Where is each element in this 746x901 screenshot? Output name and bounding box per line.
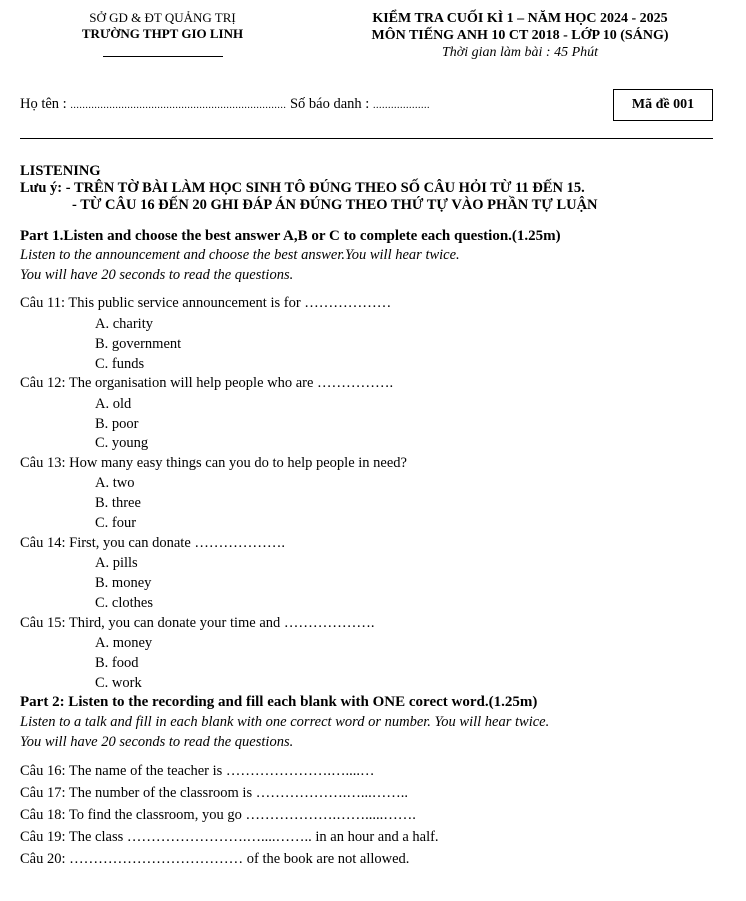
student-id-label: Số báo danh : <box>289 96 370 112</box>
question-18: Câu 18: To find the classroom, you go ……………….…….....……. <box>20 807 416 823</box>
q11-option-a: A. charity <box>95 316 153 332</box>
exam-title: KIỂM TRA CUỐI KÌ 1 – NĂM HỌC 2024 - 2025 <box>372 11 668 26</box>
q13-option-a: A. two <box>95 475 135 491</box>
question-16: Câu 16: The name of the teacher is ………………….…....… <box>20 763 375 779</box>
question-13: Câu 13: How many easy things can you do to help people in need? <box>20 455 407 471</box>
exam-subject: MÔN TIẾNG ANH 10 CT 2018 - LỚP 10 (SÁNG) <box>371 28 669 43</box>
name-label: Họ tên : <box>20 96 67 112</box>
department-name: SỞ GD & ĐT QUẢNG TRỊ <box>89 10 236 25</box>
header-divider <box>20 138 713 139</box>
note-line-2: - TỪ CÂU 16 ĐẾN 20 GHI ĐÁP ÁN ĐÚNG THEO THỨ TỰ VÀO PHẦN TỰ LUẬN <box>72 197 598 213</box>
q12-option-c: C. young <box>95 435 149 451</box>
q11-option-c: C. funds <box>95 356 145 372</box>
part2-title: Part 2: Listen to the recording and fill each blank with ONE corect word.(1.25m) <box>20 694 538 710</box>
question-12: Câu 12: The organisation will help people who are ……………. <box>20 375 394 391</box>
q11-option-b: B. government <box>95 336 182 352</box>
school-header <box>40 10 285 57</box>
name-blank: ........................................................................ <box>70 100 287 111</box>
section-title: LISTENING <box>20 163 101 179</box>
question-17: Câu 17: The number of the classroom is ……………….…...…….. <box>20 785 408 801</box>
question-11: Câu 11: This public service announcement is for ……………… <box>20 295 392 311</box>
q14-option-c: C. clothes <box>95 595 153 611</box>
q12-option-a: A. old <box>95 396 132 412</box>
exam-header <box>305 10 735 62</box>
part1-instruction-1: Listen to the announcement and choose the best answer.You will hear twice. <box>20 247 460 263</box>
q15-option-a: A. money <box>95 635 153 651</box>
part1-instruction-2: You will have 20 seconds to read the questions. <box>20 267 294 283</box>
note-line-1: Lưu ý: - TRÊN TỜ BÀI LÀM HỌC SINH TÔ ĐÚNG THEO SỐ CÂU HỎI TỪ 11 ĐẾN 15. <box>20 180 585 196</box>
q12-option-b: B. poor <box>95 416 139 432</box>
exam-code-box: Mã đề 001 <box>613 89 713 121</box>
header-underline <box>103 56 223 57</box>
question-19: Câu 19: The class …………………….…....…….. in an hour and a half. <box>20 829 439 845</box>
question-20: Câu 20: ……………………………… of the book are not allowed. <box>20 851 410 867</box>
question-14: Câu 14: First, you can donate ………………. <box>20 535 286 551</box>
q13-option-b: B. three <box>95 495 141 511</box>
part2-instruction-1: Listen to a talk and fill in each blank with one correct word or number. You will hear twice. <box>20 714 550 730</box>
q15-option-c: C. work <box>95 675 142 691</box>
question-15: Câu 15: Third, you can donate your time and ………………. <box>20 615 375 631</box>
exam-duration: Thời gian làm bài : 45 Phút <box>441 45 599 60</box>
part2-instruction-2: You will have 20 seconds to read the questions. <box>20 734 294 750</box>
q15-option-b: B. food <box>95 655 139 671</box>
student-id-blank: ................... <box>372 100 430 111</box>
q14-option-b: B. money <box>95 575 152 591</box>
school-name: TRƯỜNG THPT GIO LINH <box>81 26 244 41</box>
student-info-line <box>20 96 430 113</box>
part1-title: Part 1.Listen and choose the best answer A,B or C to complete each question.(1.25m) <box>20 228 561 244</box>
q14-option-a: A. pills <box>95 555 138 571</box>
q13-option-c: C. four <box>95 515 137 531</box>
